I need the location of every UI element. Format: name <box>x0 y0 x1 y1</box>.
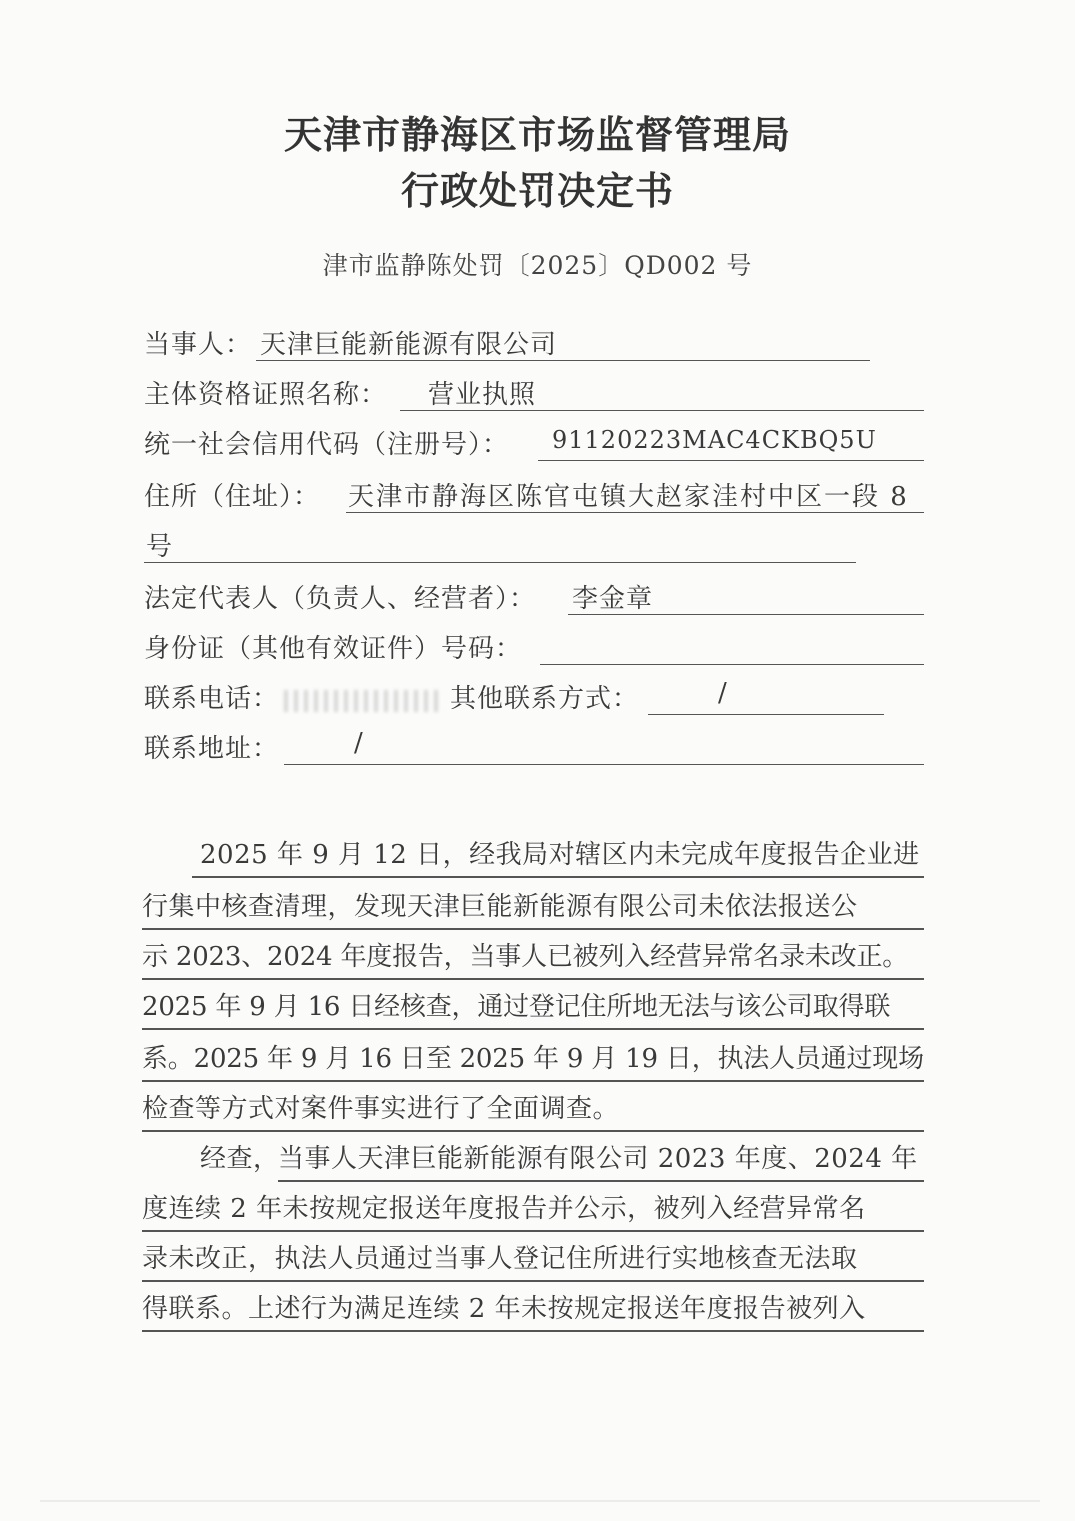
other-contact-label: 其他联系方式： <box>450 684 640 714</box>
agency-title: 天津市静海区市场监督管理局 <box>283 112 791 157</box>
address-field-line-2 <box>144 526 856 563</box>
contact-address-field <box>284 728 924 765</box>
legal-rep-field <box>568 578 924 615</box>
address-field-line-1 <box>346 476 924 513</box>
party-name-label: 当事人： <box>144 330 253 360</box>
license-label: 主体资格证照名称： <box>144 380 388 410</box>
legal-rep-value: 李金章 <box>572 584 654 614</box>
document-number: 津市监静陈处罚〔2025〕QD002 号 <box>322 251 753 280</box>
paragraph-line <box>142 1082 924 1132</box>
credit-code-field <box>538 424 924 461</box>
credit-code-label: 统一社会信用代码（注册号）： <box>144 430 510 460</box>
credit-code-value: 91120223MAC4CKBQ5U <box>552 426 877 454</box>
line-lead-text: 经查， <box>200 1144 280 1174</box>
legal-rep-label: 法定代表人（负责人、经营者）： <box>144 584 537 614</box>
paragraph-line <box>142 1032 924 1082</box>
address-label: 住所（住址）： <box>144 482 321 512</box>
paragraph-line <box>142 1232 924 1282</box>
party-name-value: 天津巨能新能源有限公司 <box>260 330 558 360</box>
redacted-phone-number <box>284 690 442 712</box>
paragraph-line <box>142 880 924 930</box>
phone-label: 联系电话： <box>144 684 280 714</box>
underline <box>142 1330 924 1332</box>
line-text: 检查等方式对案件事实进行了全面调查。 <box>142 1094 620 1124</box>
id-number-field <box>540 628 924 665</box>
party-name-field <box>256 324 870 361</box>
paragraph-line <box>142 1282 924 1332</box>
line-text: 示 2023、2024 年度报告，当事人已被列入经营异常名录未改正。 <box>142 942 909 972</box>
line-text: 得联系。上述行为满足连续 2 年未按规定报送年度报告被列入 <box>142 1294 866 1324</box>
paragraph-line <box>142 828 924 878</box>
page-bottom-edge <box>40 1500 1040 1502</box>
contact-address-label: 联系地址： <box>144 734 280 764</box>
underline <box>142 1028 924 1030</box>
paragraph-line <box>142 980 924 1030</box>
license-value: 营业执照 <box>428 380 537 410</box>
paragraph-line <box>142 930 924 980</box>
other-contact-value: / <box>718 678 728 708</box>
contact-address-value: / <box>354 728 364 758</box>
license-field <box>400 374 924 411</box>
address-value-2: 号 <box>146 532 174 562</box>
address-value-1: 天津市静海区陈官屯镇大赵家洼村中区一段 8 <box>348 482 909 512</box>
paragraph-line <box>142 1182 924 1232</box>
line-text: 系。2025 年 9 月 16 日至 2025 年 9 月 19 日，执法人员通过现场 <box>142 1044 924 1074</box>
paragraph-line <box>142 1132 924 1182</box>
line-text: 2025 年 9 月 12 日，经我局对辖区内未完成年度报告企业进 <box>200 840 920 870</box>
document-type-title: 行政处罚决定书 <box>400 168 674 213</box>
line-text: 当事人天津巨能新能源有限公司 2023 年度、2024 年 <box>278 1144 918 1174</box>
line-text: 度连续 2 年未按规定报送年度报告并公示，被列入经营异常名 <box>142 1194 866 1224</box>
line-text: 录未改正，执法人员通过当事人登记住所进行实地核查无法取 <box>142 1244 858 1274</box>
id-number-label: 身份证（其他有效证件）号码： <box>144 634 523 664</box>
line-text: 行集中核查清理，发现天津巨能新能源有限公司未依法报送公 <box>142 892 858 922</box>
underline <box>192 876 924 878</box>
line-text: 2025 年 9 月 16 日经核查，通过登记住所地无法与该公司取得联 <box>142 992 891 1022</box>
other-contact-field <box>648 678 884 715</box>
